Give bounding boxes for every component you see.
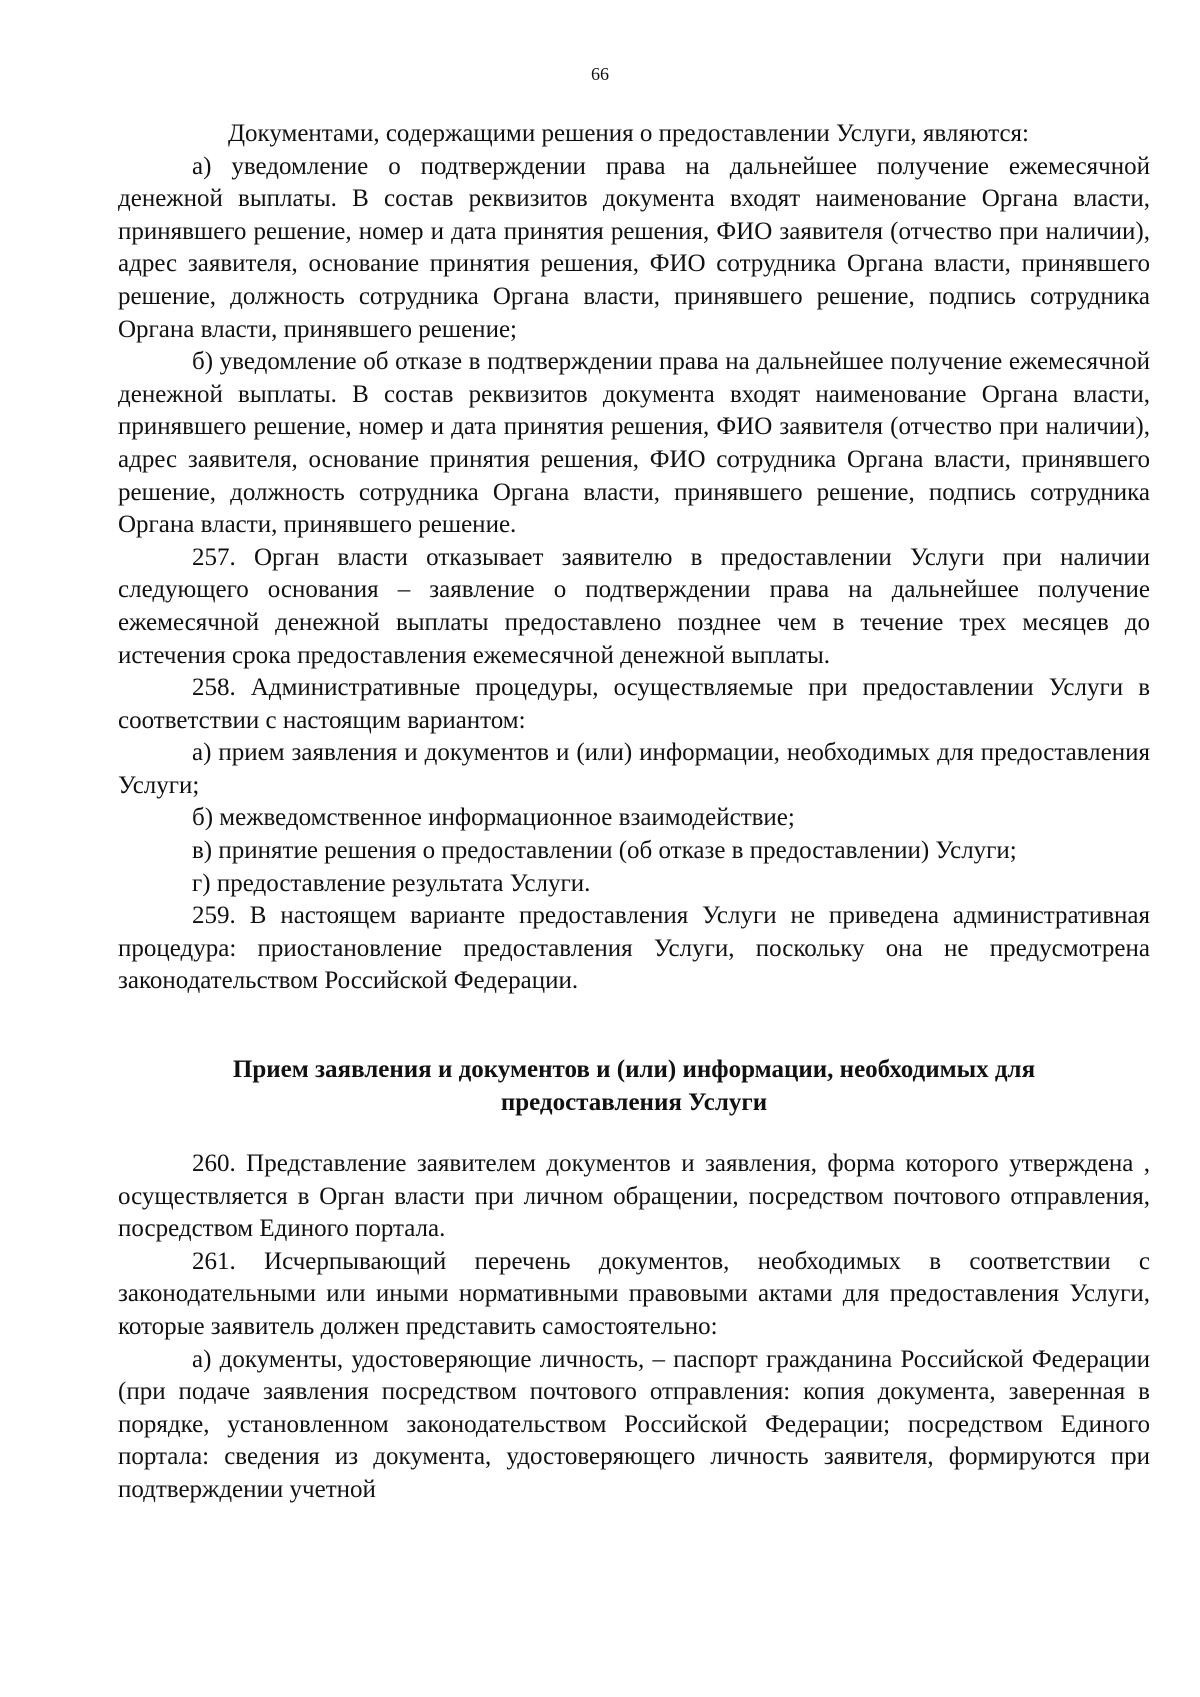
- paragraph-item-a-notice: а) уведомление о подтверждении права на дальнейшее получение ежемесячной денежной выплаты. В состав реквизитов документа входят наименование Органа власти, принявшего решение, номер и дата принятия решения, ФИО заявителя (отчество при наличии), адрес заявителя, основание принятия решения, ФИО сотрудника Органа власти, принявшего решение, должность сотрудника Органа власти, принявшего решение, подпись сотрудника Органа власти, принявшего решение;: [118, 152, 1150, 343]
- paragraph-item-b-refusal: б) уведомление об отказе в подтверждении права на дальнейшее получение ежемесячной денежной выплаты. В состав реквизитов документа входят наименование Органа власти, принявшего решение, номер и дата принятия решения, ФИО заявителя (отчество при наличии), адрес заявителя, основание принятия решения, ФИО сотрудника Органа власти, принявшего решение, должность сотрудника Органа власти, принявшего решение, подпись сотрудника Органа власти, принявшего решение.: [118, 348, 1150, 539]
- section-heading-line-1: Прием заявления и документов и (или) информации, необходимых для: [232, 1056, 1036, 1084]
- paragraph-258-a: а) прием заявления и документов и (или) информации, необходимых для предоставления Услуги;: [118, 739, 1150, 799]
- paragraph-intro: Документами, содержащими решения о предоставлении Услуги, являются:: [228, 120, 1029, 147]
- document-body: [118, 118, 1150, 1507]
- paragraph-257: 257. Орган власти отказывает заявителю в предоставлении Услуги при наличии следующего основания – заявление о подтверждении права на дальнейшее получение ежемесячной денежной выплаты предоставлено позднее чем в течение трех месяцев до истечения срока предоставления ежемесячной денежной выплаты.: [118, 543, 1150, 669]
- section-heading-line-2: предоставления Услуги: [500, 1089, 768, 1117]
- paragraph-260: 260. Представление заявителем документов и заявления, форма которого утверждена , осуществляется в Орган власти при личном обращении, посредством почтового отправления, посредством Единого портала.: [118, 1150, 1150, 1243]
- paragraph-258-v: в) принятие решения о предоставлении (об отказе в предоставлении) Услуги;: [192, 837, 1017, 865]
- paragraph-261: 261. Исчерпывающий перечень документов, необходимых в соответствии с законодательными или иными нормативными правовыми актами для предоставления Услуги, которые заявитель должен представить самостоятельно:: [118, 1247, 1150, 1340]
- paragraph-259: 259. В настоящем варианте предоставления Услуги не приведена административная процедура: приостановление предоставления Услуги, поскольку она не предусмотрена законодательством Российской Федерации.: [118, 902, 1150, 995]
- paragraph-258: 258. Административные процедуры, осуществляемые при предоставлении Услуги в соответствии с настоящим вариантом:: [118, 674, 1150, 734]
- paragraph-258-b: б) межведомственное информационное взаимодействие;: [192, 804, 795, 832]
- section-heading: [118, 1053, 1150, 1119]
- paragraph-261-a: а) документы, удостоверяющие личность, – паспорт гражданина Российской Федерации (при подаче заявления посредством почтового отправления: копия документа, заверенная в порядке, установленном законодательством Российской Федерации; посредством Единого портала: сведения из документа, удостоверяющего личность заявителя, формируются при подтверждении учетной: [118, 1345, 1150, 1503]
- paragraph-258-g: г) предоставление результата Услуги.: [192, 869, 591, 897]
- page-number: 66: [591, 64, 609, 84]
